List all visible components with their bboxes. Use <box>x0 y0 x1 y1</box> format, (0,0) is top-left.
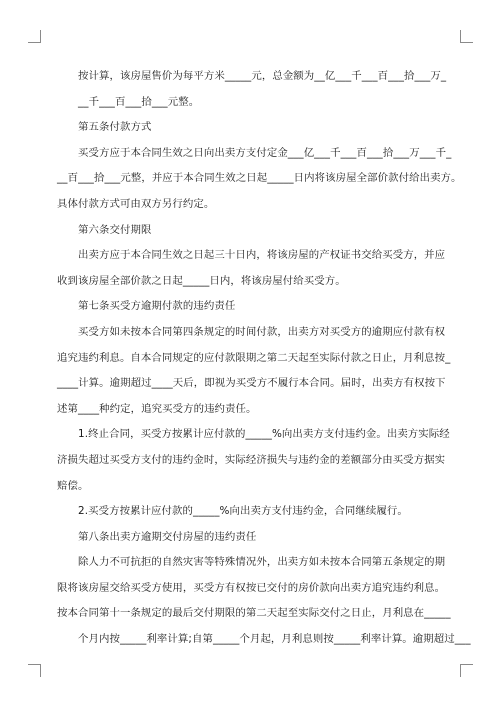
text-line-22: 按本合同第十一条规定的最后交付期限的第二天起至实际交付之日止，月利息在_____ <box>57 607 451 620</box>
crop-mark-bottom-left <box>28 664 41 677</box>
text-line-1: 按计算，该房屋售价为每平方米_____元，总金额为__亿___千___百___拾___万_ <box>78 70 447 82</box>
text-line-20: 除人力不可抗拒的自然灾害等特殊情况外，出卖方如未按本合同第五条规定的期 <box>78 556 446 569</box>
section-heading-7: 第七条买受方逾期付款的违约责任 <box>78 300 236 313</box>
text-line-2: __千___百___拾___元整。 <box>78 95 200 108</box>
crop-mark-bottom-right <box>460 664 473 677</box>
section-heading-5: 第五条付款方式 <box>78 121 152 134</box>
section-heading-6: 第六条交付期限 <box>78 223 152 236</box>
text-line-8: 出卖方应于本合同生效之日起三十日内，将该房屋的产权证书交给买受方，并应 <box>78 249 446 262</box>
text-line-11: 买受方如未按本合同第四条规定的时间付款，出卖方对买受方的逾期应付款有权 <box>78 325 446 338</box>
text-line-21: 限将该房屋交给买受方使用，买受方有权按已交付的房价款向出卖方追究违约利息。 <box>57 581 446 594</box>
document-body <box>57 64 471 653</box>
text-line-18: 2.买受方按累计应付款的_____%向出卖方支付违约金，合同继续履行。 <box>78 505 408 518</box>
text-line-15: 1.终止合同，买受方按累计应付款的_____%向出卖方支付违约金。出卖方实际经 <box>78 428 450 441</box>
section-heading-8: 第八条出卖方逾期交付房屋的违约责任 <box>78 530 257 543</box>
text-line-14: 述第____种约定，追究买受方的违约责任。 <box>57 402 257 415</box>
text-line-6: 具体付款方式可由双方另行约定。 <box>57 197 215 210</box>
text-line-9: 收到该房屋全部价款之日起_____日内，将该房屋付给买受方。 <box>57 274 346 287</box>
text-line-13: ____计算。逾期超过____天后，即视为买受方不履行本合同。届时，出卖方有权按下 <box>57 377 446 390</box>
text-line-12: 追究违约利息。自本合同规定的应付款限期之第二天起至实际付款之日止，月利息按_ <box>57 351 451 364</box>
text-line-17: 赔偿。 <box>57 479 89 492</box>
text-line-5: __百___拾___元整，并应于本合同生效之日起_____日内将该房屋全部价款付给出卖方。 <box>57 172 462 185</box>
crop-mark-top-right <box>460 30 473 43</box>
text-line-16: 济损失超过买受方支付的违约金时，实际经济损失与违约金的差额部分由买受方据实 <box>57 453 446 466</box>
text-line-4: 买受方应于本合同生效之日向出卖方支付定金___亿___千___百___拾___万___千_ <box>78 146 452 159</box>
text-line-23: 个月内按_____利率计算;自第_____个月起，月利息则按_____利率计算。逾期超过___ <box>78 633 471 646</box>
crop-mark-top-left <box>28 30 41 43</box>
